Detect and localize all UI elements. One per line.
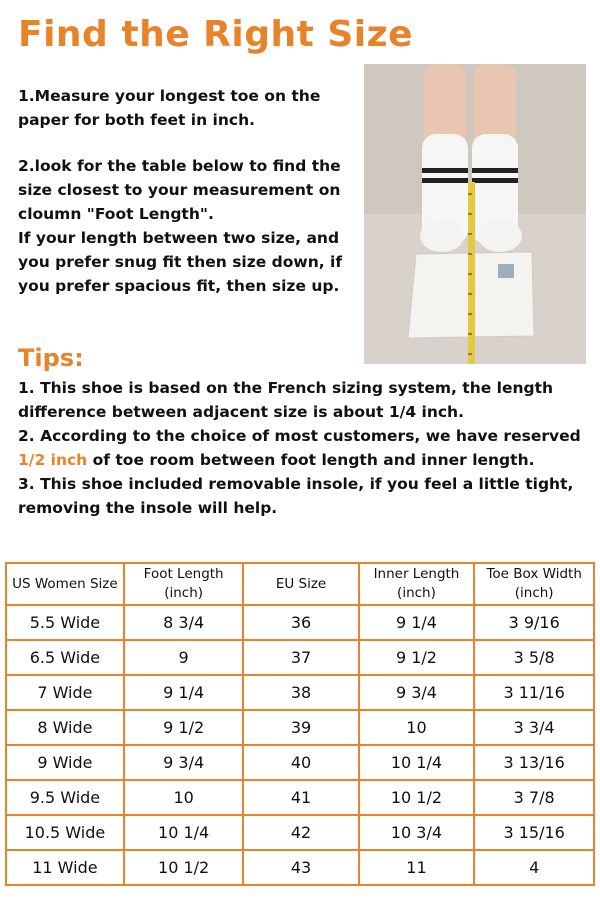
page-title: Find the Right Size bbox=[18, 14, 413, 55]
tip-2-text: 2. According to the choice of most customers, we have reserved bbox=[18, 427, 581, 445]
instructions bbox=[18, 84, 348, 298]
cell-foot-length: 9 3/4 bbox=[124, 745, 244, 780]
cell-inner-length: 10 1/4 bbox=[359, 745, 475, 780]
tips-heading: Tips: bbox=[18, 344, 84, 372]
tip-1: 1. This shoe is based on the French sizing system, the length difference between adjacent size is about 1/4 inch. bbox=[18, 379, 554, 421]
header-inner-length: Inner Length (inch) bbox=[359, 563, 475, 605]
cell-us-size: 8 Wide bbox=[6, 710, 124, 745]
cell-us-size: 11 Wide bbox=[6, 850, 124, 885]
size-chart-table bbox=[5, 562, 595, 886]
tips-list bbox=[18, 376, 584, 520]
cell-inner-length: 9 1/4 bbox=[359, 605, 475, 640]
cell-toe-box-width: 3 7/8 bbox=[474, 780, 594, 815]
cell-eu-size: 40 bbox=[243, 745, 358, 780]
table-row bbox=[6, 675, 594, 710]
step-2-note: If your length between two size, and you prefer snug fit then size down, if you prefer spacious fit, then size up. bbox=[18, 229, 343, 295]
cell-foot-length: 9 1/4 bbox=[124, 675, 244, 710]
cell-inner-length: 10 bbox=[359, 710, 475, 745]
feet-measure-illustration bbox=[364, 64, 586, 364]
table-row bbox=[6, 640, 594, 675]
cell-inner-length: 9 1/2 bbox=[359, 640, 475, 675]
cell-eu-size: 37 bbox=[243, 640, 358, 675]
cell-us-size: 10.5 Wide bbox=[6, 815, 124, 850]
cell-foot-length: 9 bbox=[124, 640, 244, 675]
table-row bbox=[6, 815, 594, 850]
tip-3: 3. This shoe included removable insole, if you feel a little tight, removing the insole will help. bbox=[18, 475, 574, 517]
cell-us-size: 7 Wide bbox=[6, 675, 124, 710]
table-row bbox=[6, 710, 594, 745]
cell-eu-size: 43 bbox=[243, 850, 358, 885]
cell-eu-size: 36 bbox=[243, 605, 358, 640]
cell-us-size: 6.5 Wide bbox=[6, 640, 124, 675]
cell-eu-size: 41 bbox=[243, 780, 358, 815]
cell-eu-size: 39 bbox=[243, 710, 358, 745]
cell-foot-length: 10 1/4 bbox=[124, 815, 244, 850]
tip-2-text-end: of toe room between foot length and inner length. bbox=[87, 451, 535, 469]
cell-us-size: 5.5 Wide bbox=[6, 605, 124, 640]
cell-toe-box-width: 3 11/16 bbox=[474, 675, 594, 710]
tip-2 bbox=[18, 424, 584, 472]
cell-foot-length: 9 1/2 bbox=[124, 710, 244, 745]
header-us-women-size: US Women Size bbox=[6, 563, 124, 605]
table-row bbox=[6, 850, 594, 885]
cell-toe-box-width: 3 9/16 bbox=[474, 605, 594, 640]
cell-toe-box-width: 3 5/8 bbox=[474, 640, 594, 675]
header-foot-length: Foot Length (inch) bbox=[124, 563, 244, 605]
measuring-photo bbox=[364, 64, 586, 364]
header-eu-size: EU Size bbox=[243, 563, 358, 605]
cell-toe-box-width: 3 13/16 bbox=[474, 745, 594, 780]
cell-foot-length: 10 bbox=[124, 780, 244, 815]
cell-foot-length: 8 3/4 bbox=[124, 605, 244, 640]
step-2: 2.look for the table below to find the size closest to your measurement on cloumn "Foot Length". bbox=[18, 157, 341, 223]
cell-inner-length: 10 3/4 bbox=[359, 815, 475, 850]
cell-foot-length: 10 1/2 bbox=[124, 850, 244, 885]
cell-toe-box-width: 3 15/16 bbox=[474, 815, 594, 850]
cell-toe-box-width: 4 bbox=[474, 850, 594, 885]
tip-2-highlight: 1/2 inch bbox=[18, 451, 88, 469]
table-row bbox=[6, 780, 594, 815]
cell-eu-size: 42 bbox=[243, 815, 358, 850]
cell-us-size: 9 Wide bbox=[6, 745, 124, 780]
cell-inner-length: 9 3/4 bbox=[359, 675, 475, 710]
cell-eu-size: 38 bbox=[243, 675, 358, 710]
cell-inner-length: 11 bbox=[359, 850, 475, 885]
step-1: 1.Measure your longest toe on the paper for both feet in inch. bbox=[18, 87, 321, 129]
table-row bbox=[6, 745, 594, 780]
table-header-row bbox=[6, 563, 594, 605]
cell-us-size: 9.5 Wide bbox=[6, 780, 124, 815]
cell-toe-box-width: 3 3/4 bbox=[474, 710, 594, 745]
cell-inner-length: 10 1/2 bbox=[359, 780, 475, 815]
table-row bbox=[6, 605, 594, 640]
header-toe-box-width: Toe Box Width (inch) bbox=[474, 563, 594, 605]
